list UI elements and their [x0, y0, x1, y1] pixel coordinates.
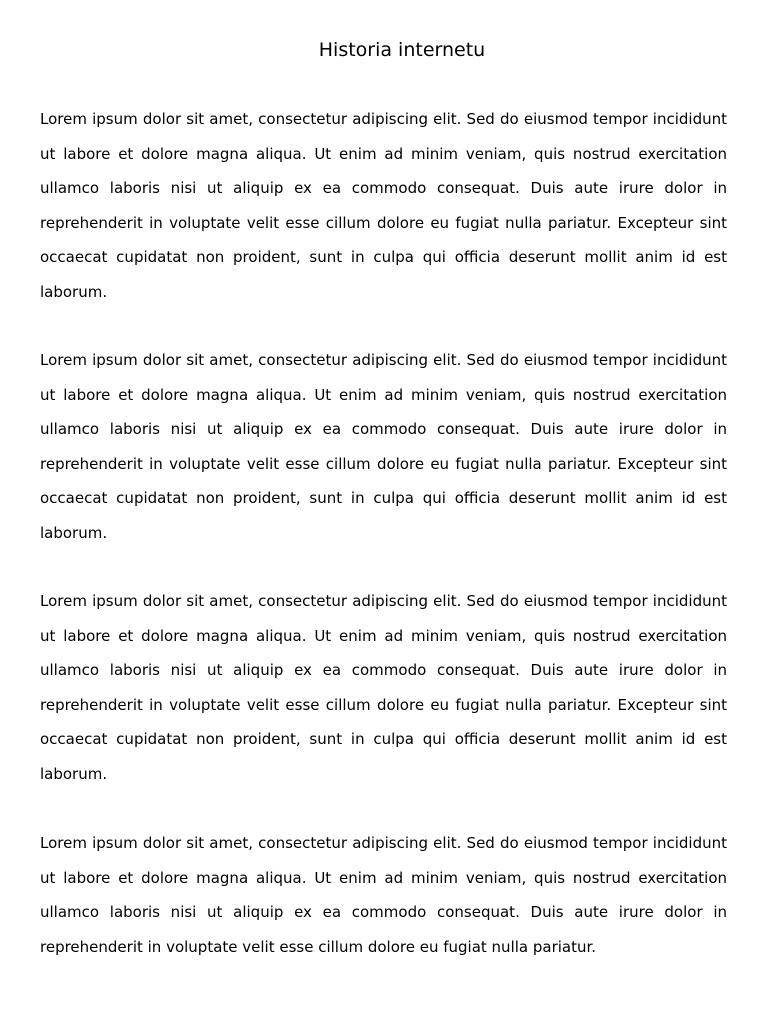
body-paragraph: Lorem ipsum dolor sit amet, consectetur adipiscing elit. Sed do eiusmod tempor incididunt ut labore et dolore magna aliqua. Ut enim ad minim veniam, quis nostrud exercitation ullamco laboris nisi ut aliquip ex ea commodo consequat. Duis aute irure dolor in reprehenderit in voluptate velit esse cillum dolore eu fugiat nulla pariatur. [40, 834, 727, 956]
body-paragraph: Lorem ipsum dolor sit amet, consectetur adipiscing elit. Sed do eiusmod tempor incididunt ut labore et dolore magna aliqua. Ut enim ad minim veniam, quis nostrud exercitation ullamco laboris nisi ut aliquip ex ea commodo consequat. Duis aute irure dolor in reprehenderit in voluptate velit esse cillum dolore eu fugiat nulla pariatur. Excepteur sint occaecat cupidatat non proident, sunt in culpa qui officia deserunt mollit anim id est laborum. [40, 592, 727, 783]
body-paragraph: Lorem ipsum dolor sit amet, consectetur adipiscing elit. Sed do eiusmod tempor incididunt ut labore et dolore magna aliqua. Ut enim ad minim veniam, quis nostrud exercitation ullamco laboris nisi ut aliquip ex ea commodo consequat. Duis aute irure dolor in reprehenderit in voluptate velit esse cillum dolore eu fugiat nulla pariatur. Excepteur sint occaecat cupidatat non proident, sunt in culpa qui officia deserunt mollit anim id est laborum. [40, 351, 727, 542]
body-paragraph: Lorem ipsum dolor sit amet, consectetur adipiscing elit. Sed do eiusmod tempor incididunt ut labore et dolore magna aliqua. Ut enim ad minim veniam, quis nostrud exercitation ullamco laboris nisi ut aliquip ex ea commodo consequat. Duis aute irure dolor in reprehenderit in voluptate velit esse cillum dolore eu fugiat nulla pariatur. Excepteur sint occaecat cupidatat non proident, sunt in culpa qui officia deserunt mollit anim id est laborum. [40, 110, 727, 301]
document-title: Historia internetu [318, 39, 486, 61]
